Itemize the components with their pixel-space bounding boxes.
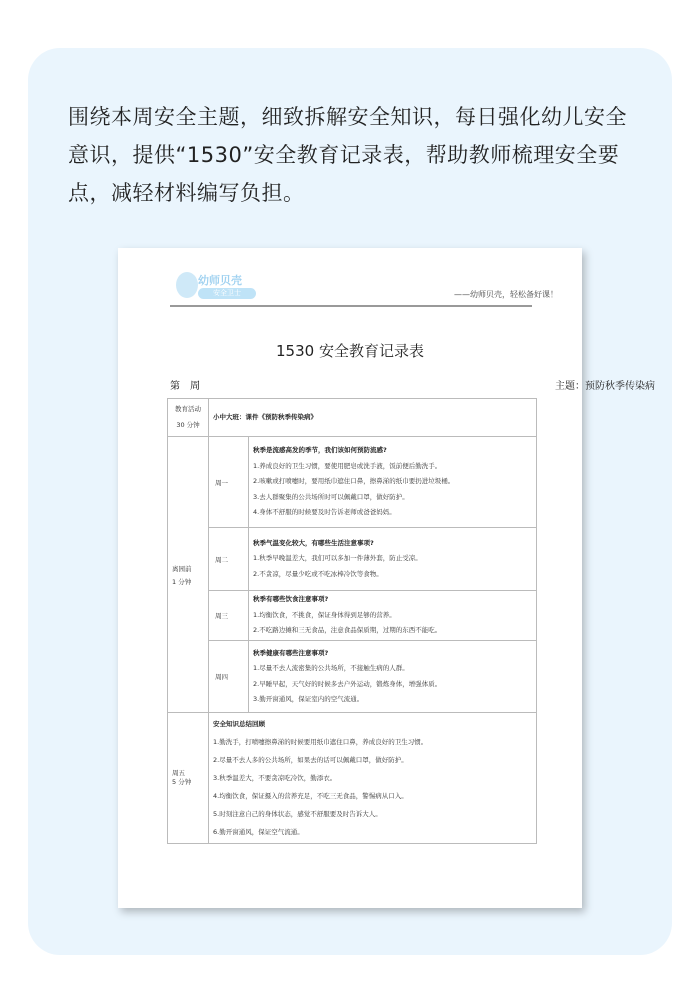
row-item: 6.勤开窗通风，保证空气流通。 <box>213 827 304 836</box>
table-row <box>168 641 537 713</box>
row-heading: 秋季有哪些饮食注意事项? <box>253 595 329 604</box>
row-item: 4.均衡饮食，保证摄入的营养充足，不吃三无食品，警惕病从口入。 <box>213 791 408 800</box>
row-item: 1.均衡饮食，不挑食，保证身体得到足够的营养。 <box>253 610 396 619</box>
row-heading: 安全知识总结回顾 <box>213 720 265 729</box>
row-label: 周五 <box>172 769 185 777</box>
row-item: 1.尽量不去人流密集的公共场所，不接触生病的人群。 <box>253 664 409 672</box>
day-label: 周二 <box>209 528 249 591</box>
row-duration: 30 分钟 <box>176 420 200 429</box>
slogan: ——幼师贝壳，轻松备好课！ <box>454 290 558 299</box>
row-label: 离园前 <box>172 565 192 574</box>
document-title: 1530 安全教育记录表 <box>276 342 424 360</box>
logo-text: 幼师贝壳 <box>198 274 242 287</box>
logo-badge: 安全卫士 <box>198 288 256 299</box>
row-item: 5.时刻注意自己的身体状态，感觉不舒服要及时告诉大人。 <box>213 809 382 818</box>
row-item: 4.身体不舒服的时候要及时告诉老师或爸爸妈妈。 <box>253 508 396 517</box>
day-label: 周一 <box>209 437 249 528</box>
row-item: 3.勤开窗通风，保证室内的空气流通。 <box>253 695 364 703</box>
row-item: 2.尽量不去人多的公共场所，如果去的话可以佩戴口罩，做好防护。 <box>213 755 408 764</box>
row-duration: 1 分钟 <box>172 577 192 586</box>
row-item: 1.秋季早晚温差大，我们可以多加一件薄外套，防止受凉。 <box>253 554 422 563</box>
row-item: 1.养成良好的卫生习惯，要使用肥皂或洗手液，饭前便后勤洗手。 <box>253 461 442 470</box>
header-divider <box>170 305 532 307</box>
table-row <box>168 437 537 528</box>
table-row <box>168 591 537 641</box>
row-heading: 秋季气温变化较大，有哪些生活注意事项? <box>253 538 374 547</box>
shell-logo-icon <box>176 272 198 298</box>
row-heading: 秋季是流感高发的季节，我们该如何预防流感? <box>253 446 387 455</box>
row-label: 教育活动 <box>175 405 201 413</box>
table-row <box>168 528 537 591</box>
table-row <box>168 399 537 437</box>
week-label: 第 周 <box>170 381 200 392</box>
intro-text: 围绕本周安全主题，细致拆解安全知识，每日强化幼儿安全意识，提供“1530”安全教育记录表，帮助教师梳理安全要点，减轻材料编写负担。 <box>68 105 627 205</box>
record-table <box>167 398 537 844</box>
theme-label: 主题：预防秋季传染病 <box>555 381 655 392</box>
row-content: 小中大班：课件《预防秋季传染病》 <box>213 412 317 421</box>
day-label: 周三 <box>209 591 249 641</box>
row-item: 1.勤洗手，打喷嚏擦鼻涕的时候要用纸巾遮住口鼻，养成良好的卫生习惯。 <box>213 737 428 746</box>
row-item: 3.去人群聚集的公共场所时可以佩戴口罩，做好防护。 <box>253 492 409 501</box>
row-item: 2.不吃路边摊和三无食品，注意食品保质期，过期的东西不能吃。 <box>253 626 442 635</box>
row-item: 2.咳嗽或打喷嚏时，要用纸巾遮住口鼻，擦鼻涕的纸巾要扔进垃圾桶。 <box>253 477 455 486</box>
row-item: 3.秋季温差大，不要贪凉吃冷饮，勤添衣。 <box>213 773 337 782</box>
row-heading: 秋季健康有哪些注意事项? <box>253 648 329 657</box>
row-item: 2.不贪凉，尽量少吃或不吃冰棒冷饮等食物。 <box>253 569 383 578</box>
day-label: 周四 <box>209 641 249 713</box>
row-duration: 5 分钟 <box>172 778 192 786</box>
table-row <box>168 713 537 844</box>
row-item: 2.早睡早起，天气好的时候多去户外运动，锻炼身体，增强体质。 <box>253 679 442 688</box>
